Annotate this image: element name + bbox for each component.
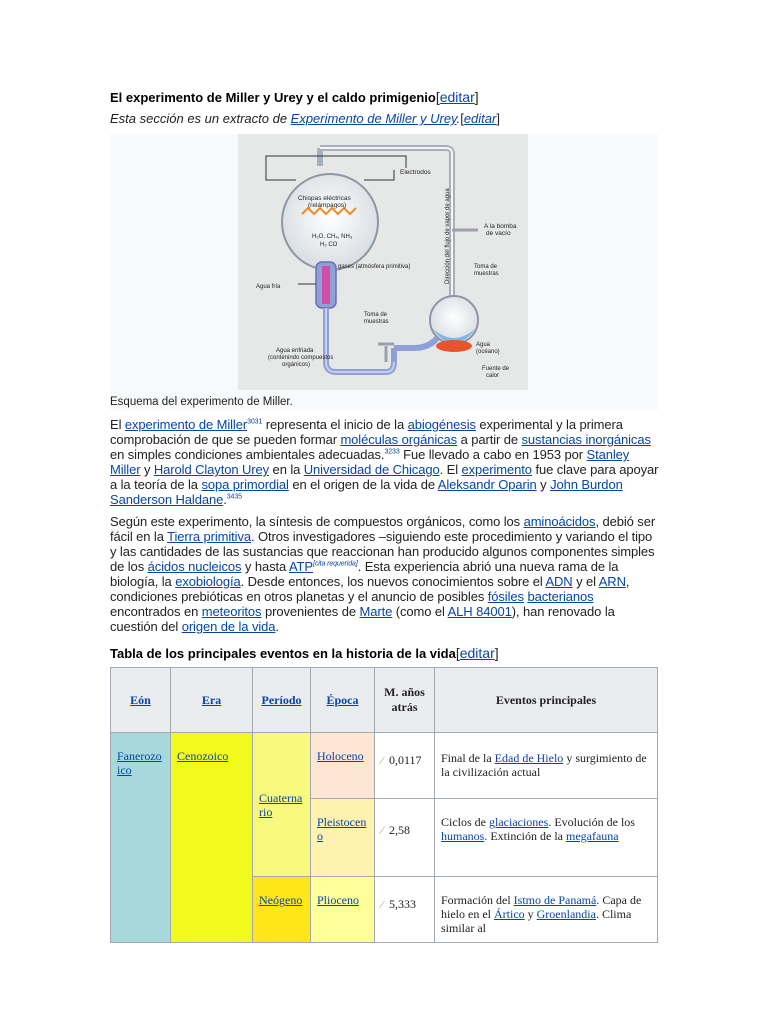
svg-text:calor: calor xyxy=(486,373,500,379)
svg-text:Dirección del flujo de vapor d: Dirección del flujo de vapor de agua xyxy=(445,188,451,284)
cell-ma: ∕ 0,0117 xyxy=(375,733,435,799)
cell-periodo xyxy=(253,733,311,877)
link-glaciaciones[interactable]: glaciaciones xyxy=(489,815,549,829)
citation[interactable]: 3233 xyxy=(384,448,400,456)
cell-eventos: Formación del Istmo de Panamá. Capa de hielo en el Ártico y Groenlandia. Clima similar al xyxy=(435,877,658,943)
header-eventos: Eventos principales xyxy=(435,668,658,733)
link-universidad-chicago[interactable]: Universidad de Chicago xyxy=(303,462,440,477)
cell-ma: ∕ 2,58 xyxy=(375,799,435,877)
header-epoca[interactable]: Época xyxy=(311,668,375,733)
link-cenozoico[interactable]: Cenozoico xyxy=(177,749,229,763)
svg-text:Fuente de: Fuente de xyxy=(482,366,510,372)
cell-epoca xyxy=(311,877,375,943)
link-tierra-primitiva[interactable]: Tierra primitiva xyxy=(167,529,251,544)
svg-text:(relámpagos): (relámpagos) xyxy=(308,202,347,209)
link-fosiles[interactable]: fósiles xyxy=(487,589,524,604)
link-istmo-panama[interactable]: Istmo de Panamá xyxy=(513,893,597,907)
edit-section-link[interactable]: [editar] xyxy=(435,89,479,105)
geologic-time-table xyxy=(110,667,658,943)
svg-text:Agua fría: Agua fría xyxy=(256,284,281,290)
link-alh84001[interactable]: ALH 84001 xyxy=(447,604,512,619)
link-experimento-miller[interactable]: experimento de Miller xyxy=(124,417,248,432)
cell-periodo xyxy=(253,877,311,943)
section-heading-tabla xyxy=(110,644,660,663)
paragraph-1: El experimento de Miller$^{3031}$ representa el inicio de la abiogénesis experimental y la primera comprobación de que se pueden formar moléculas orgánicas a partir de sustancias inorgánicas en simples condiciones ambientales adecuadas.$^{3233}$ Fue llevado a cabo en 1953 por Stanley Miller y Harold Clayton Urey en la Universidad de Chicago. El experimento fue clave para apoyar a la teoría de la sopa primordial en el origen de la vida de Aleksandr Oparin y John Burdon Sanderson Haldane.$^{3435}$ xyxy=(110,417,659,507)
link-neogeno[interactable]: Neógeno xyxy=(259,893,303,907)
spark-flask xyxy=(282,174,378,270)
pin-icon: ∕ xyxy=(381,755,383,767)
link-marte[interactable]: Marte xyxy=(359,604,393,619)
cell-eventos: Ciclos de glaciaciones. Evolución de los humanos. Extinción de la megafauna xyxy=(435,799,658,877)
link-experimento[interactable]: experimento xyxy=(461,462,532,477)
svg-text:muestras: muestras xyxy=(364,319,389,325)
pin-icon: ∕ xyxy=(381,899,383,911)
hatnote-link[interactable]: Experimento de Miller y Urey xyxy=(290,111,457,126)
svg-text:Electrodos: Electrodos xyxy=(400,169,431,176)
svg-text:A la bomba: A la bomba xyxy=(484,223,517,230)
pin-icon: ∕ xyxy=(381,825,383,837)
cell-eventos: Final de la Edad de Hielo y surgimiento de la civilización actual xyxy=(435,733,658,799)
label-chispas: Chispas eléctricas xyxy=(298,195,351,202)
figure-thumbnail xyxy=(110,134,658,410)
svg-text:orgánicos): orgánicos) xyxy=(282,362,311,368)
cell-eon xyxy=(111,733,171,943)
svg-text:H₂O, CH₄, NH₃: H₂O, CH₄, NH₃ xyxy=(312,234,353,240)
link-harold-urey[interactable]: Harold Clayton Urey xyxy=(153,462,270,477)
citation[interactable]: 3031 xyxy=(247,418,263,426)
hatnote-edit-link[interactable]: [editar] xyxy=(460,111,500,126)
section-heading-miller-urey xyxy=(110,88,660,107)
cell-era xyxy=(171,733,253,943)
water-flask xyxy=(430,296,478,344)
link-sopa-primordial[interactable]: sopa primordial xyxy=(201,477,289,492)
hatnote: Esta sección es un extracto de Experimento de Miller y Urey.[editar] xyxy=(110,111,500,126)
link-haldane[interactable]: John Burdon Sanderson Haldane xyxy=(110,477,623,507)
link-groenlandia[interactable]: Groenlandia xyxy=(536,907,596,921)
link-aminoacidos[interactable]: aminoácidos xyxy=(523,514,596,529)
paragraph-2: Según este experimento, la síntesis de compuestos orgánicos, como los aminoácidos, debió ser fácil en la Tierra primitiva. Otros investigadores –siguiendo este procedimiento y variando el tipo y las cantidades de las sustancias que reaccionan han producido algunos componentes simples de los ácidos nucleicos y hasta ATP[cita requerida]. Esta experiencia abrió una nueva rama de la biología, la exobiología. Desde entonces, los nuevos conocimientos sobre el ADN y el ARN, condiciones prebióticas en otros planetas y el anuncio de posibles fósiles bacterianos encontrados en meteoritos provenientes de Marte (como el ALH 84001), han renovado la cuestión del origen de la vida. xyxy=(110,514,656,634)
svg-text:Agua: Agua xyxy=(476,342,491,348)
svg-text:Toma de: Toma de xyxy=(364,312,388,318)
cell-epoca xyxy=(311,799,375,877)
link-sustancias-inorganicas[interactable]: sustancias inorgánicas xyxy=(521,432,651,447)
link-fanerozoico[interactable]: Fanerozoico xyxy=(117,749,162,777)
cell-epoca xyxy=(311,733,375,799)
link-cuaternario[interactable]: Cuaternario xyxy=(259,790,303,819)
link-humanos[interactable]: humanos xyxy=(441,829,485,843)
header-millones-anos: M. años atrás xyxy=(375,668,435,733)
link-exobiologia[interactable]: exobiología xyxy=(175,574,241,589)
figure-caption: Esquema del experimento de Miller. xyxy=(110,396,293,408)
cita-requerida[interactable]: [cita requerida] xyxy=(312,560,358,568)
svg-text:muestras: muestras xyxy=(474,271,499,277)
svg-text:Agua enfriada: Agua enfriada xyxy=(276,348,314,354)
svg-text:H₂ CO: H₂ CO xyxy=(320,242,338,248)
link-pleistoceno[interactable]: Pleistoceno xyxy=(317,815,367,843)
link-abiogenesis[interactable]: abiogénesis xyxy=(407,417,476,432)
link-arn[interactable]: ARN xyxy=(598,574,626,589)
citation[interactable]: 3435 xyxy=(226,493,242,501)
svg-text:(contenindo compuestos: (contenindo compuestos xyxy=(268,355,334,361)
article-content xyxy=(110,88,660,943)
link-edad-hielo[interactable]: Edad de Hielo xyxy=(494,751,564,765)
svg-text:Toma de: Toma de xyxy=(474,264,498,270)
cell-ma: ∕ 5,333 xyxy=(375,877,435,943)
section-title: Tabla de los principales eventos en la historia de la vida xyxy=(110,646,456,661)
link-acidos-nucleicos[interactable]: ácidos nucleicos xyxy=(147,559,242,574)
table-row xyxy=(111,733,658,799)
svg-text:de vacío: de vacío xyxy=(486,230,511,237)
link-artico[interactable]: Ártico xyxy=(493,907,525,921)
link-stanley-miller[interactable]: Stanley Miller xyxy=(110,447,630,477)
svg-text:gases (atmósfera primitiva): gases (atmósfera primitiva) xyxy=(338,264,411,270)
link-oparin[interactable]: Aleksandr Oparin xyxy=(437,477,537,492)
svg-text:(océano): (océano) xyxy=(476,349,500,355)
link-bacterianos[interactable]: bacterianos xyxy=(527,589,594,604)
link-atp[interactable]: ATP xyxy=(288,559,313,574)
header-eon[interactable]: Eón xyxy=(111,668,171,733)
link-adn[interactable]: ADN xyxy=(545,574,573,589)
edit-section-link[interactable]: [editar] xyxy=(455,645,499,661)
link-origen-vida[interactable]: origen de la vida xyxy=(181,619,276,634)
header-periodo[interactable]: Período xyxy=(253,668,311,733)
link-megafauna[interactable]: megafauna xyxy=(566,829,619,843)
link-holoceno[interactable]: Holoceno xyxy=(317,749,364,763)
link-plioceno[interactable]: Plioceno xyxy=(317,893,359,907)
miller-experiment-diagram[interactable] xyxy=(238,134,528,390)
link-moleculas-organicas[interactable]: moléculas orgánicas xyxy=(340,432,458,447)
section-title: El experimento de Miller y Urey y el caldo primigenio xyxy=(110,90,436,105)
table-header-row xyxy=(111,668,658,733)
header-era[interactable]: Era xyxy=(171,668,253,733)
link-meteoritos[interactable]: meteoritos xyxy=(201,604,262,619)
